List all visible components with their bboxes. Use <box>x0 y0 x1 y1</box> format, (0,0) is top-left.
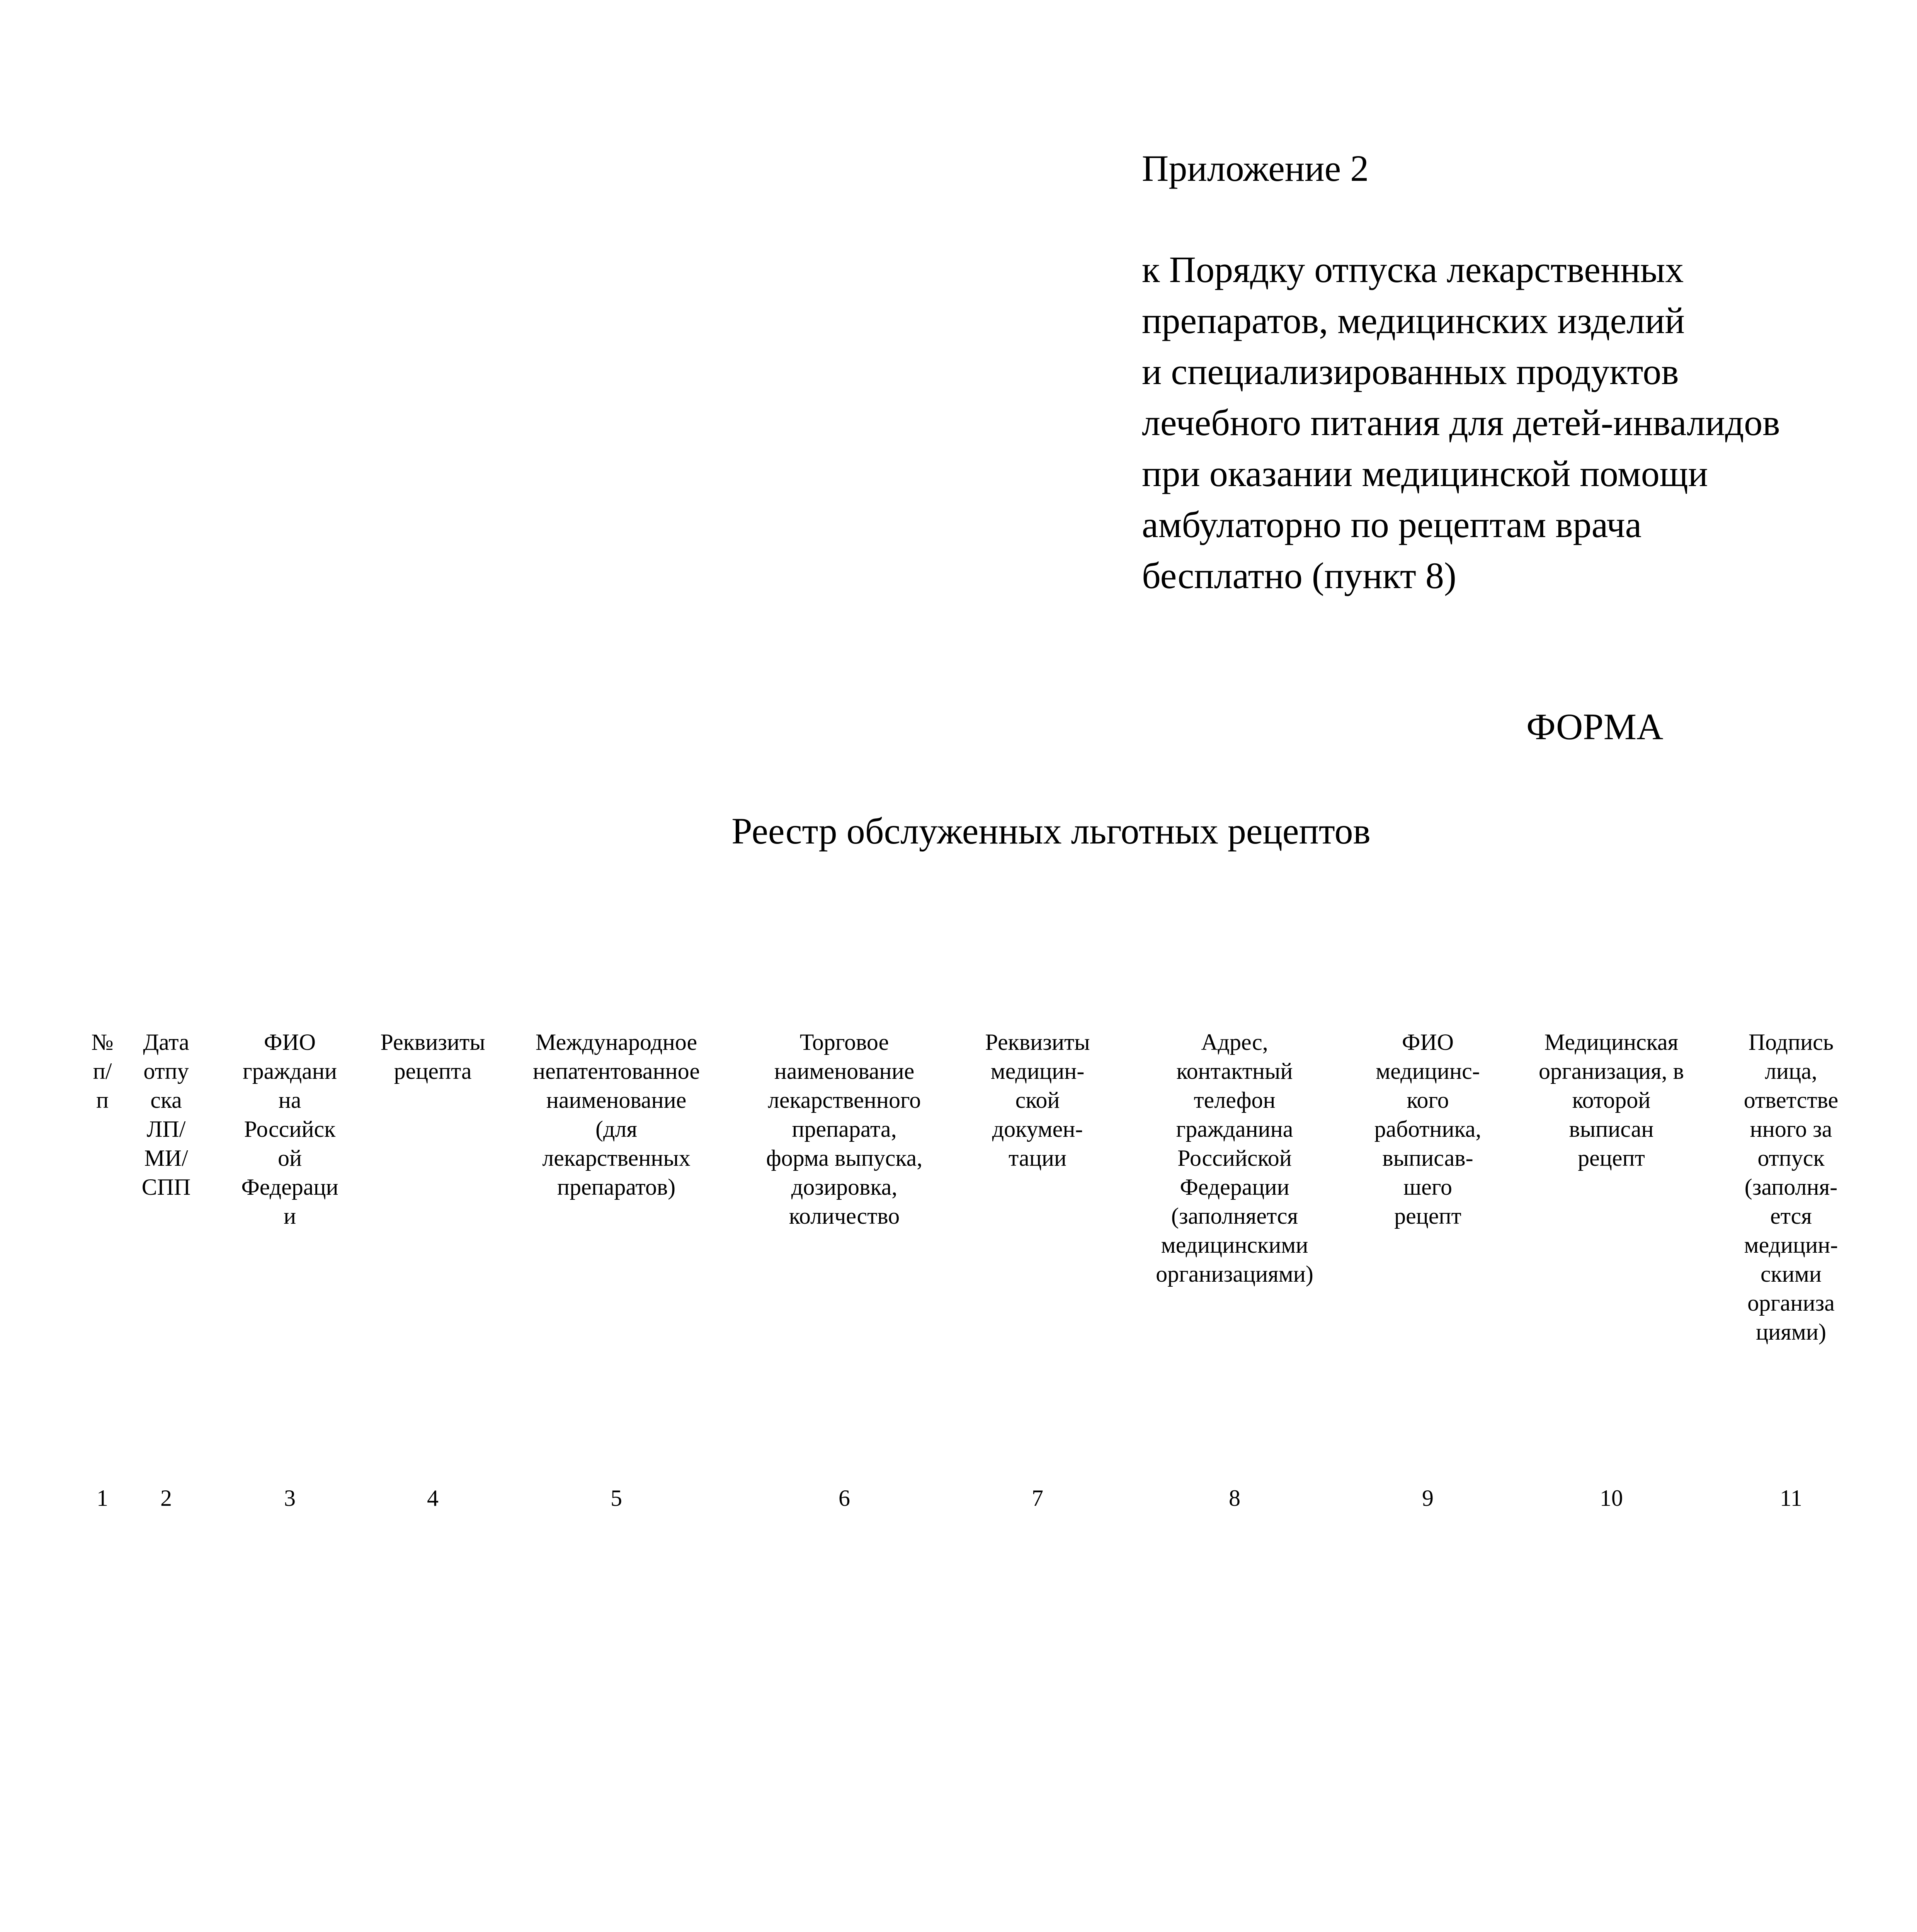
column-header-line: ФИО <box>264 1029 316 1055</box>
column-header-line: МИ/ <box>144 1145 188 1171</box>
column-number: 7 <box>1032 1485 1043 1511</box>
column-header-line: ской <box>1015 1087 1060 1113</box>
column-header-line: Федерации <box>1180 1174 1289 1200</box>
column-header-line: Российск <box>244 1116 336 1142</box>
column-number: 5 <box>611 1485 622 1511</box>
column-header-line: ответстве <box>1744 1087 1839 1113</box>
column-header-line: отпу <box>143 1058 189 1084</box>
column-header-line: ЛП/ <box>146 1116 186 1142</box>
column-header-line: Международное <box>535 1029 697 1055</box>
annex-block <box>1142 143 1876 601</box>
column-header-line: выписан <box>1569 1116 1654 1142</box>
annex-line: и специализированных продуктов <box>1142 351 1679 392</box>
column-header <box>1341 1028 1515 1484</box>
document-title: Реестр обслуженных льготных рецептов <box>731 810 1371 852</box>
column-header-line: кого <box>1407 1087 1449 1113</box>
column-header-line: Торговое <box>799 1029 889 1055</box>
column-header-line: лица, <box>1765 1058 1817 1084</box>
column-header-line: ой <box>277 1145 302 1171</box>
column-header-line: работника, <box>1374 1116 1482 1142</box>
column-header-line: Реквизиты <box>380 1029 485 1055</box>
column-header <box>742 1028 947 1484</box>
column-header <box>77 1028 128 1484</box>
column-number: 11 <box>1780 1485 1802 1511</box>
column-header-line: ска <box>150 1087 182 1113</box>
column-header-line: медицин- <box>1744 1232 1838 1258</box>
column-header-line: п <box>96 1087 109 1113</box>
column-header-line: отпуск <box>1757 1145 1825 1171</box>
column-header-line: которой <box>1572 1087 1651 1113</box>
column-header-line: наименование <box>546 1087 687 1113</box>
column-header-line: Подпись <box>1748 1029 1834 1055</box>
column-number: 10 <box>1600 1485 1623 1511</box>
column-header-line: телефон <box>1194 1087 1276 1113</box>
column-number: 8 <box>1229 1485 1240 1511</box>
column-number: 6 <box>839 1485 850 1511</box>
column-number: 1 <box>97 1485 108 1511</box>
column-header-line: Федераци <box>241 1174 338 1200</box>
column-header-line: тации <box>1009 1145 1067 1171</box>
table-header-row <box>77 1028 1874 1484</box>
column-header-line: (для <box>595 1116 638 1142</box>
column-header <box>205 1028 375 1484</box>
column-header-line: непатентованное <box>532 1058 700 1084</box>
column-header-line: препарата, <box>792 1116 897 1142</box>
column-header-line: СПП <box>141 1174 191 1200</box>
column-header-line: препаратов) <box>557 1174 676 1200</box>
column-header-line: рецепта <box>394 1058 472 1084</box>
column-number: 9 <box>1422 1485 1434 1511</box>
column-header-line: рецепт <box>1394 1203 1461 1229</box>
column-header-line: организа <box>1747 1290 1835 1316</box>
column-header-line: организациями) <box>1156 1261 1313 1287</box>
form-label: ФОРМА <box>1526 706 1664 747</box>
column-header <box>1708 1028 1874 1484</box>
column-header-line: Российской <box>1177 1145 1292 1171</box>
annex-title: Приложение 2 <box>1142 148 1369 189</box>
column-header-line: медицин- <box>990 1058 1085 1084</box>
column-header-line: Медицинская <box>1544 1029 1679 1055</box>
column-header-line: рецепт <box>1578 1145 1645 1171</box>
column-header-line: циями) <box>1756 1319 1826 1345</box>
annex-line: амбулаторно по рецептам врача <box>1142 504 1642 545</box>
annex-line: бесплатно (пункт 8) <box>1142 555 1456 596</box>
register-table <box>77 1028 1874 1515</box>
column-header-line: медицинс- <box>1376 1058 1480 1084</box>
column-header-line: контактный <box>1176 1058 1293 1084</box>
column-header-line: ФИО <box>1402 1029 1454 1055</box>
column-header-line: количество <box>789 1203 900 1229</box>
column-header-line: № <box>91 1029 114 1055</box>
column-number: 2 <box>160 1485 172 1511</box>
column-header-line: Дата <box>143 1029 189 1055</box>
column-header <box>128 1028 205 1484</box>
column-header-line: лекарственного <box>767 1087 921 1113</box>
column-number: 3 <box>284 1485 296 1511</box>
column-number-row <box>77 1484 1874 1515</box>
annex-line: при оказании медицинской помощи <box>1142 453 1708 494</box>
column-header <box>491 1028 742 1484</box>
column-header-line: лекарственных <box>542 1145 691 1171</box>
column-header-line: ется <box>1770 1203 1812 1229</box>
column-header-line: и <box>283 1203 296 1229</box>
column-header-line: организация, в <box>1539 1058 1684 1084</box>
column-header-line: нного за <box>1750 1116 1832 1142</box>
column-header-line: граждани <box>242 1058 337 1084</box>
column-header-line: (заполня- <box>1744 1174 1838 1200</box>
column-header-line: скими <box>1761 1261 1822 1287</box>
column-header-line: (заполняется <box>1171 1203 1298 1229</box>
column-header-line: п/ <box>93 1058 112 1084</box>
column-header-line: наименование <box>774 1058 915 1084</box>
column-header-line: шего <box>1403 1174 1452 1200</box>
column-header <box>1515 1028 1708 1484</box>
annex-line: лечебного питания для детей-инвалидов <box>1142 402 1780 443</box>
annex-line: к Порядку отпуска лекарственных <box>1142 249 1684 290</box>
column-header-line: медицинскими <box>1161 1232 1308 1258</box>
annex-line: препаратов, медицинских изделий <box>1142 300 1685 341</box>
column-header-line: выписав- <box>1382 1145 1473 1171</box>
column-header <box>375 1028 491 1484</box>
column-header-line: докумен- <box>992 1116 1083 1142</box>
column-header-line: Реквизиты <box>985 1029 1090 1055</box>
column-header-line: Адрес, <box>1201 1029 1268 1055</box>
column-header-line: на <box>278 1087 301 1113</box>
column-header <box>1128 1028 1341 1484</box>
column-header <box>947 1028 1128 1484</box>
column-header-line: дозировка, <box>791 1174 898 1200</box>
column-number: 4 <box>427 1485 439 1511</box>
column-header-line: гражданина <box>1176 1116 1293 1142</box>
column-header-line: форма выпуска, <box>766 1145 923 1171</box>
